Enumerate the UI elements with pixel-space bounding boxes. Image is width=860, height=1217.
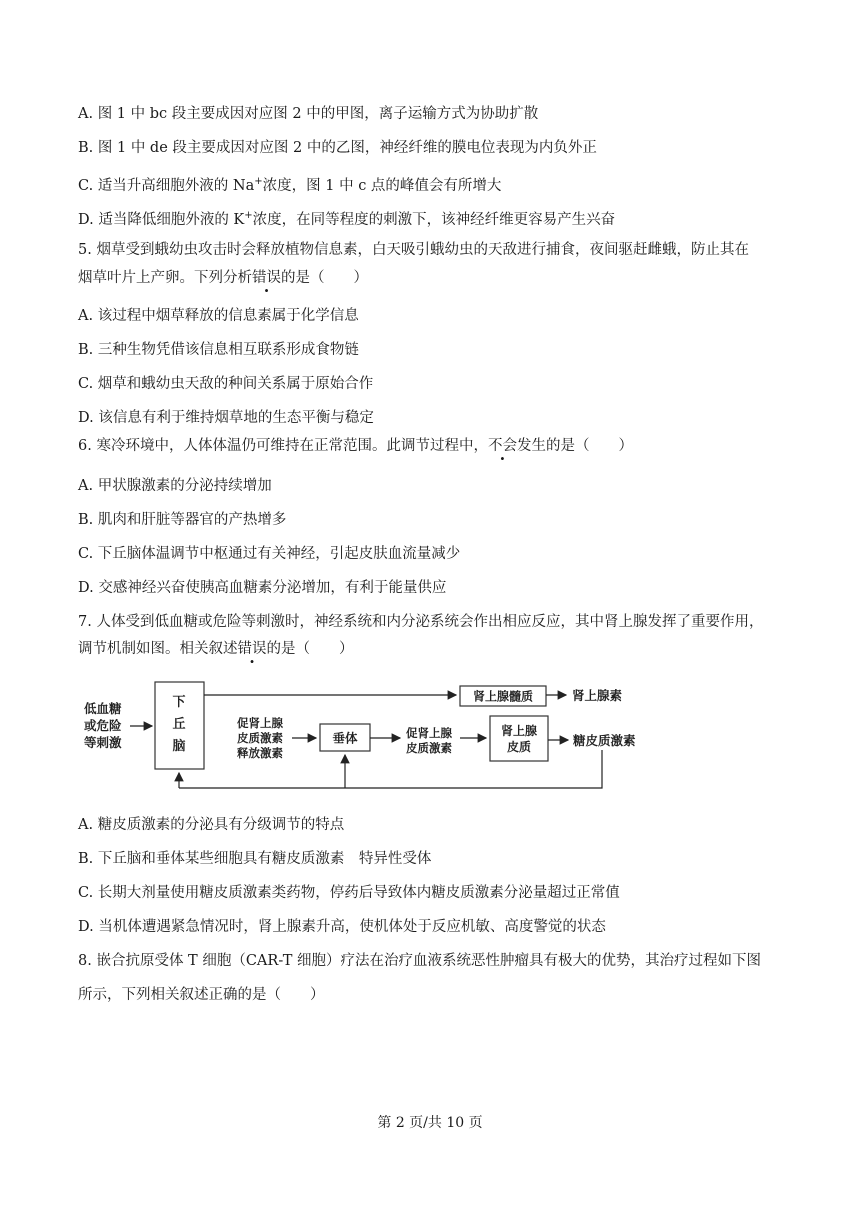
q4-option-a: A. 图 1 中 bc 段主要成因对应图 2 中的甲图，离子运输方式为协助扩散: [78, 106, 539, 122]
q4-option-c: C. 适当升高细胞外液的 Na+浓度，图 1 中 c 点的峰值会有所增大: [78, 176, 502, 194]
q7-option-b: B. 下丘脑和垂体某些细胞具有糖皮质激素 特异性受体: [78, 851, 432, 867]
q8-stem-line2: 所示，下列相关叙述正确的是（ ）: [78, 987, 325, 1003]
q5-option-d: D. 该信息有利于维持烟草地的生态平衡与稳定: [78, 410, 374, 426]
stimulus-text: 或危险: [84, 718, 122, 733]
hypothalamus-label: 丘: [172, 717, 186, 732]
adrenaline-label: 肾上腺素: [572, 688, 623, 703]
q6-stem: 6. 寒冷环境中，人体体温仍可维持在正常范围。此调节过程中，不会发生的是（ ）: [78, 438, 633, 454]
q6-option-d: D. 交感神经兴奋使胰高血糖素分泌增加，有利于能量供应: [78, 580, 447, 596]
stimulus-text: 低血糖: [84, 701, 122, 716]
q8-stem-line1: 8. 嵌合抗原受体 T 细胞（CAR-T 细胞）疗法在治疗血液系统恶性肿瘤具有极大的优势，其治疗过程如下图: [78, 953, 761, 969]
q6-option-c: C. 下丘脑体温调节中枢通过有关神经，引起皮肤血流量减少: [78, 546, 461, 562]
adrenal-cortex-box: [490, 716, 548, 761]
acth-label: 皮质激素: [406, 741, 452, 755]
page-footer: 第 2 页/共 10 页: [377, 1115, 483, 1131]
q7-stem-line2: 调节机制如图。相关叙述错误的是（ ）: [78, 641, 354, 657]
q7-option-a: A. 糖皮质激素的分泌具有分级调节的特点: [78, 817, 345, 833]
glucocorticoid-label: 糖皮质激素: [573, 733, 636, 748]
emphasis-text: 错误: [252, 270, 281, 286]
adrenal-medulla-label: 肾上腺髓质: [472, 689, 534, 704]
q5-option-a: A. 该过程中烟草释放的信息素属于化学信息: [78, 308, 359, 324]
adrenal-cortex-label: 肾上腺: [500, 724, 538, 738]
q5-stem-line2: 烟草叶片上产卵。下列分析错误的是（ ）: [78, 270, 368, 286]
q7-stem-line1: 7. 人体受到低血糖或危险等刺激时，神经系统和内分泌系统会作出相应反应，其中肾上腺发挥了重要作用，: [78, 614, 764, 630]
emphasis-text: 错误: [237, 641, 267, 657]
crh-label: 释放激素: [237, 746, 283, 760]
emphasis-text: 不会: [487, 438, 517, 454]
adrenal-regulation-diagram: [78, 676, 678, 806]
q7-option-d: D. 当机体遭遇紧急情况时，肾上腺素升高，使机体处于反应机敏、高度警觉的状态: [78, 919, 606, 935]
q4-option-b: B. 图 1 中 de 段主要成因对应图 2 中的乙图，神经纤维的膜电位表现为内负外正: [78, 140, 597, 156]
q6-option-b: B. 肌肉和肝脏等器官的产热增多: [78, 512, 287, 528]
hypothalamus-label: 下: [172, 695, 186, 710]
adrenal-cortex-label: 皮质: [506, 740, 532, 754]
acth-label: 促肾上腺: [406, 726, 452, 740]
q7-option-c: C. 长期大剂量使用糖皮质激素类药物，停药后导致体内糖皮质激素分泌量超过正常值: [78, 885, 620, 901]
stimulus-text: 等刺激: [84, 735, 122, 750]
hypothalamus-label: 脑: [172, 739, 186, 754]
pituitary-label: 垂体: [332, 730, 358, 746]
q5-stem-line1: 5. 烟草受到蛾幼虫攻击时会释放植物信息素，白天吸引蛾幼虫的天敌进行捕食，夜间驱赶雌蛾，防止其在: [78, 242, 749, 258]
q6-option-a: A. 甲状腺激素的分泌持续增加: [78, 478, 272, 494]
q5-option-c: C. 烟草和蛾幼虫天敌的种间关系属于原始合作: [78, 376, 374, 392]
crh-label: 促肾上腺: [237, 716, 283, 730]
q5-option-b: B. 三种生物凭借该信息相互联系形成食物链: [78, 342, 359, 358]
q4-option-d: D. 适当降低细胞外液的 K+浓度，在同等程度的刺激下，该神经纤维更容易产生兴奋: [78, 210, 616, 228]
crh-label: 皮质激素: [237, 731, 283, 745]
